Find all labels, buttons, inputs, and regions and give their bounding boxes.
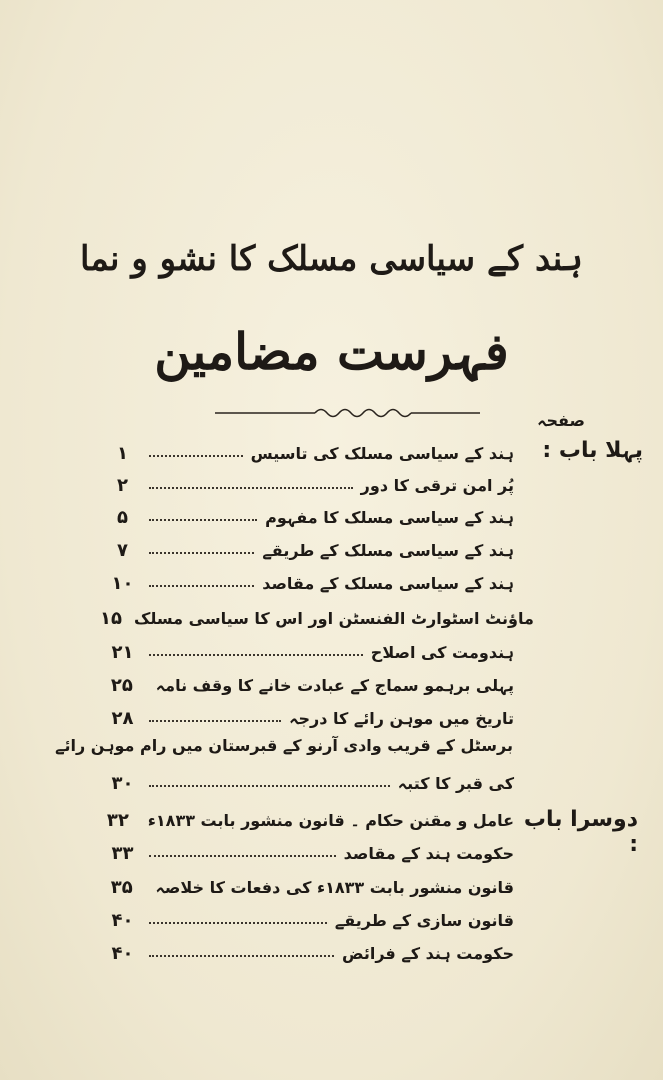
- dot-leader: [149, 720, 281, 722]
- chapter-label: دوسرا باب :: [523, 807, 638, 857]
- dot-leader: [149, 585, 254, 587]
- dot-leader: [149, 955, 334, 957]
- toc-page-number: ۲: [117, 474, 128, 496]
- dot-leader: [149, 785, 390, 787]
- dot-leader: [149, 654, 363, 656]
- toc-row: [100, 703, 514, 733]
- toc-page-number: ۵: [117, 506, 128, 528]
- toc-page-number: ۳۰: [111, 772, 134, 794]
- toc-entry-title: ہند کے سیاسی مسلک کی تاسیس: [250, 443, 514, 463]
- toc-entry-title: تاریخ میں موہن رائے کا درجہ: [289, 708, 514, 728]
- toc-page-number: ۲۱: [111, 641, 134, 663]
- toc-page-number: ۷: [117, 539, 128, 561]
- ornament-divider: [215, 406, 480, 420]
- dot-leader: [149, 922, 327, 924]
- toc-entry-title: قانون سازی کے طریقے: [334, 910, 514, 930]
- toc-row: [100, 872, 514, 902]
- toc-page-number: ۱۵: [100, 607, 122, 629]
- toc-page-number: ۲۵: [110, 674, 133, 696]
- toc-row: [100, 637, 514, 667]
- toc-row: [100, 768, 514, 798]
- toc-row: [100, 568, 514, 598]
- toc-entry-title: ہند کے سیاسی مسلک کے مقاصد: [262, 573, 514, 593]
- toc-row: [100, 838, 514, 868]
- dot-leader: [149, 552, 254, 554]
- dot-leader: [149, 855, 336, 857]
- toc-entry-title: ماؤنٹ اسٹوارٹ الفنسٹن اور اس کا سیاسی مسلک: [133, 608, 534, 628]
- toc-entry-title: پُر امن ترقی کا دور: [360, 475, 514, 495]
- toc-entry-title: کی قبر کا کتبہ: [397, 773, 514, 793]
- toc-entry-title: حکومت ہند کے مقاصد: [343, 843, 514, 863]
- toc-row: [100, 938, 514, 968]
- toc-entry-title: ہند کے سیاسی مسلک کا مفہوم: [265, 507, 514, 527]
- toc-row: [100, 535, 514, 565]
- toc-page-number: ۱۰: [111, 572, 134, 594]
- toc-entry-title: پہلی برہمو سماج کے عبادت خانے کا وقف نامہ: [155, 675, 514, 695]
- toc-page-number: ۳۲: [106, 809, 129, 831]
- chapter-label: پہلا باب :: [542, 438, 643, 463]
- page-column-label: صفحہ: [537, 411, 585, 430]
- toc-row: [100, 603, 534, 633]
- toc-row: [100, 805, 514, 835]
- toc-page-number: ۴۰: [111, 942, 134, 964]
- toc-page-number: ۲۸: [111, 707, 134, 729]
- toc-heading: فہرست مضامین: [154, 322, 509, 381]
- toc-page-number: ۳۳: [111, 842, 134, 864]
- toc-page-number: ۴۰: [111, 909, 134, 931]
- toc-entry-title: ہندومت کی اصلاح: [370, 642, 514, 662]
- toc-entry-title: عامل و مقنن حکام ۔ قانون منشور بابت ۱۸۳۳ء: [147, 810, 514, 830]
- toc-row: [100, 470, 514, 500]
- toc-entry-title: برسٹل کے قریب وادی آرنو کے قبرستان میں رام موہن رائے: [55, 736, 513, 755]
- toc-row: [100, 905, 514, 935]
- dot-leader: [149, 487, 353, 489]
- toc-entry-title: ہند کے سیاسی مسلک کے طریقے: [262, 540, 514, 560]
- toc-entry-title: قانون منشور بابت ۱۸۳۳ء کی دفعات کا خلاصہ: [155, 877, 514, 897]
- toc-row: [100, 438, 514, 468]
- toc-row: [100, 670, 514, 700]
- toc-page-number: ۱: [117, 442, 128, 464]
- toc-page-number: ۳۵: [110, 876, 133, 898]
- toc-entry-title: حکومت ہند کے فرائض: [342, 943, 514, 963]
- dot-leader: [149, 455, 243, 457]
- dot-leader: [149, 519, 257, 521]
- book-title: ہند کے سیاسی مسلک کا نشو و نما: [80, 239, 583, 279]
- toc-row: [100, 502, 514, 532]
